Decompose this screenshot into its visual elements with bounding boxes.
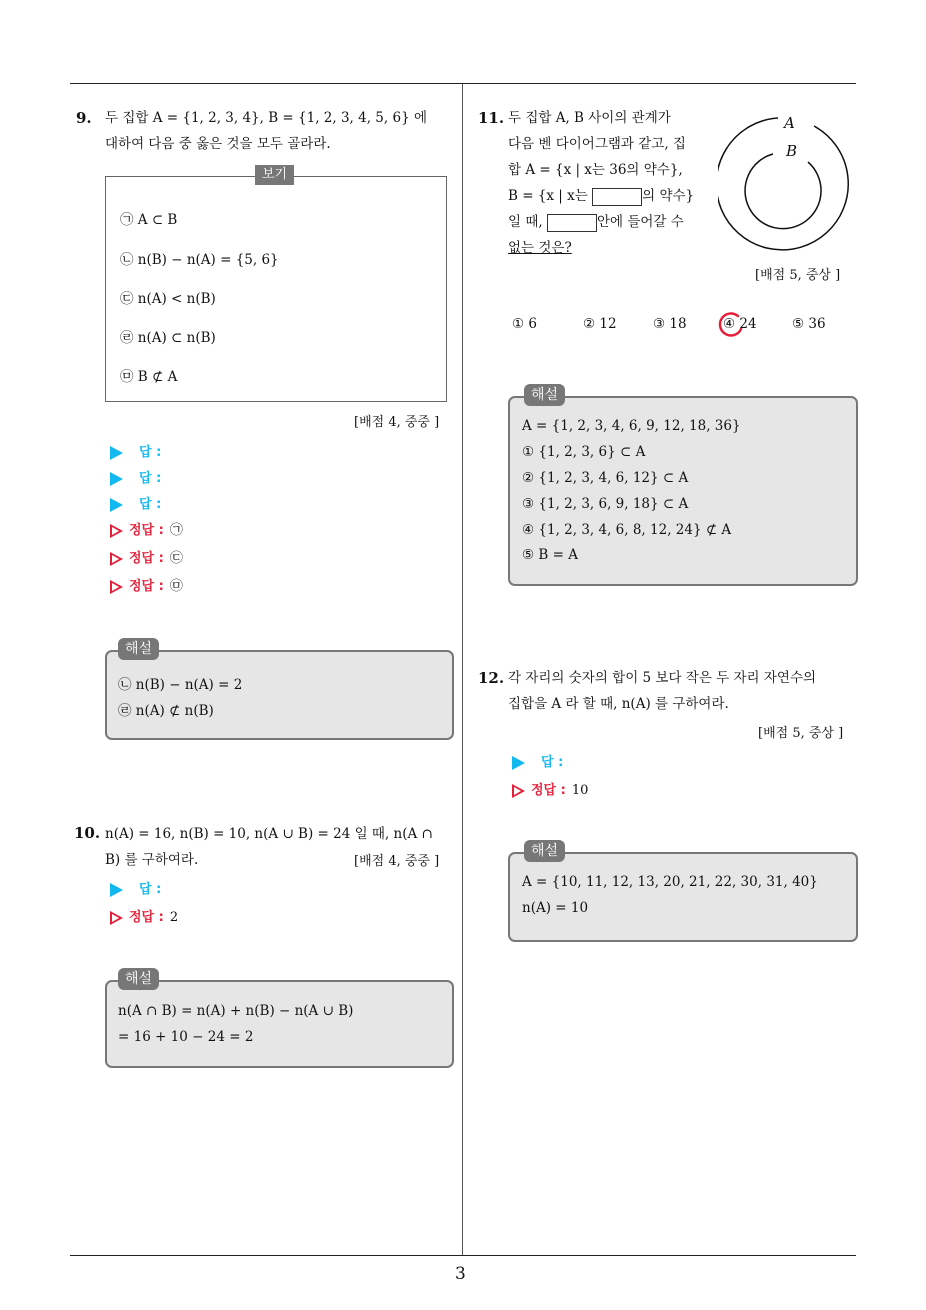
play-icon <box>512 756 525 770</box>
q10-answer[interactable]: 답 : <box>110 878 161 897</box>
q10-haeseol-line2: = 16 + 10 − 24 = 2 <box>118 1029 254 1045</box>
answer-circle-mark <box>716 310 746 340</box>
q9-haeseol-line1: ㉡ n(B) − n(A) = 2 <box>118 677 243 693</box>
q10-haeseol-box <box>105 980 454 1068</box>
venn-label-b: B <box>786 142 798 160</box>
q12-haeseol-line2: n(A) = 10 <box>522 900 589 916</box>
q11-choice-5[interactable]: ⑤ 36 <box>792 316 826 332</box>
q9-answer-3[interactable]: 답 : <box>110 493 161 512</box>
play-icon <box>110 498 123 512</box>
play-icon <box>110 446 123 460</box>
q9-haeseol-line2: ㉣ n(A) ⊄ n(B) <box>118 703 214 719</box>
q12-haeseol-line1: A = {10, 11, 12, 13, 20, 21, 22, 30, 31, 40} <box>522 874 818 890</box>
q11-text-line3: 합 A = {x | x는 36의 약수}, <box>508 162 683 178</box>
q10-number: 10. <box>74 824 101 842</box>
q9-answer-2[interactable]: 답 : <box>110 467 161 486</box>
q12-haeseol-box <box>508 852 858 942</box>
q9-correct-1: 정답 : ㉠ <box>110 519 183 538</box>
venn-diagram <box>718 112 858 262</box>
q11-text-line1: 두 집합 A, B 사이의 관계가 <box>508 110 671 126</box>
q11-haeseol-line2: ① {1, 2, 3, 6} ⊂ A <box>522 444 646 460</box>
q11-text-line5: 일 때, 안에 들어갈 수 <box>508 214 684 230</box>
q11-text-line6: 없는 것은? <box>508 240 572 256</box>
q11-haeseol-line3: ② {1, 2, 3, 4, 6, 12} ⊂ A <box>522 470 689 486</box>
venn-label-a: A <box>784 114 795 132</box>
q9-number: 9. <box>76 109 92 127</box>
outline-triangle-icon <box>512 784 525 798</box>
q9-bogi-item-4: ㉣ n(A) ⊂ n(B) <box>120 330 216 346</box>
page-number: 3 <box>455 1264 466 1284</box>
outline-triangle-icon <box>110 911 123 925</box>
answer-blank <box>547 214 597 232</box>
bottom-rule <box>70 1255 856 1256</box>
answer-blank <box>592 188 642 206</box>
q12-number: 12. <box>478 669 505 687</box>
column-divider <box>462 84 463 1256</box>
q9-text-line2: 대하여 다음 중 옳은 것을 모두 골라라. <box>105 136 331 152</box>
q9-correct-2: 정답 : ㉢ <box>110 547 183 566</box>
q11-haeseol-line4: ③ {1, 2, 3, 6, 9, 18} ⊂ A <box>522 496 689 512</box>
q11-score: [배점 5, 중상 ] <box>755 268 841 283</box>
q9-haeseol-box <box>105 650 454 740</box>
q10-correct: 정답 : 2 <box>110 906 178 925</box>
q12-text-line1: 각 자리의 숫자의 합이 5 보다 작은 두 자리 자연수의 <box>508 670 817 686</box>
outline-triangle-icon <box>110 524 123 538</box>
outline-triangle-icon <box>110 580 123 594</box>
q11-choice-4[interactable]: ④ 24 <box>723 316 757 332</box>
q12-score: [배점 5, 중상 ] <box>758 726 844 741</box>
q10-haeseol-title: 해설 <box>118 968 159 990</box>
q10-text-line2: B) 를 구하여라. <box>105 852 199 868</box>
q9-bogi-item-3: ㉢ n(A) < n(B) <box>120 291 216 307</box>
q10-haeseol-line1: n(A ∩ B) = n(A) + n(B) − n(A ∪ B) <box>118 1003 354 1019</box>
q9-bogi-item-2: ㉡ n(B) − n(A) = {5, 6} <box>120 252 279 268</box>
q9-score: [배점 4, 중중 ] <box>354 415 440 430</box>
play-icon <box>110 883 123 897</box>
q9-haeseol-title: 해설 <box>118 638 159 660</box>
q11-haeseol-line5: ④ {1, 2, 3, 4, 6, 8, 12, 24} ⊄ A <box>522 522 732 538</box>
q10-text-line1: n(A) = 16, n(B) = 10, n(A ∪ B) = 24 일 때, n(A ∩ <box>105 826 433 842</box>
q11-text-line4: B = {x | x는 의 약수} <box>508 188 695 204</box>
q9-bogi-title: 보기 <box>255 165 294 185</box>
q12-text-line2: 집합을 A 라 할 때, n(A) 를 구하여라. <box>508 696 729 712</box>
q11-choice-3[interactable]: ③ 18 <box>653 316 687 332</box>
outline-triangle-icon <box>110 552 123 566</box>
q11-text-line2: 다음 벤 다이어그램과 같고, 집 <box>508 136 686 152</box>
q12-answer[interactable]: 답 : <box>512 751 563 770</box>
q10-score: [배점 4, 중중 ] <box>354 854 440 869</box>
play-icon <box>110 472 123 486</box>
q9-bogi-item-5: ㉤ B ⊄ A <box>120 369 178 385</box>
q12-correct: 정답 : 10 <box>512 779 588 798</box>
q9-correct-3: 정답 : ㉤ <box>110 575 183 594</box>
q11-number: 11. <box>478 109 505 127</box>
q11-haeseol-line6: ⑤ B = A <box>522 547 578 563</box>
q9-bogi-item-1: ㉠ A ⊂ B <box>120 212 178 228</box>
q12-haeseol-title: 해설 <box>524 840 565 862</box>
q9-answer-1[interactable]: 답 : <box>110 441 161 460</box>
q9-text-line1: 두 집합 A = {1, 2, 3, 4}, B = {1, 2, 3, 4, 5, 6} 에 <box>105 110 427 126</box>
top-rule <box>70 83 856 84</box>
q11-choice-1[interactable]: ① 6 <box>512 316 537 332</box>
q11-haeseol-line1: A = {1, 2, 3, 4, 6, 9, 12, 18, 36} <box>522 418 741 434</box>
q11-choice-2[interactable]: ② 12 <box>583 316 617 332</box>
q11-haeseol-title: 해설 <box>524 384 565 406</box>
